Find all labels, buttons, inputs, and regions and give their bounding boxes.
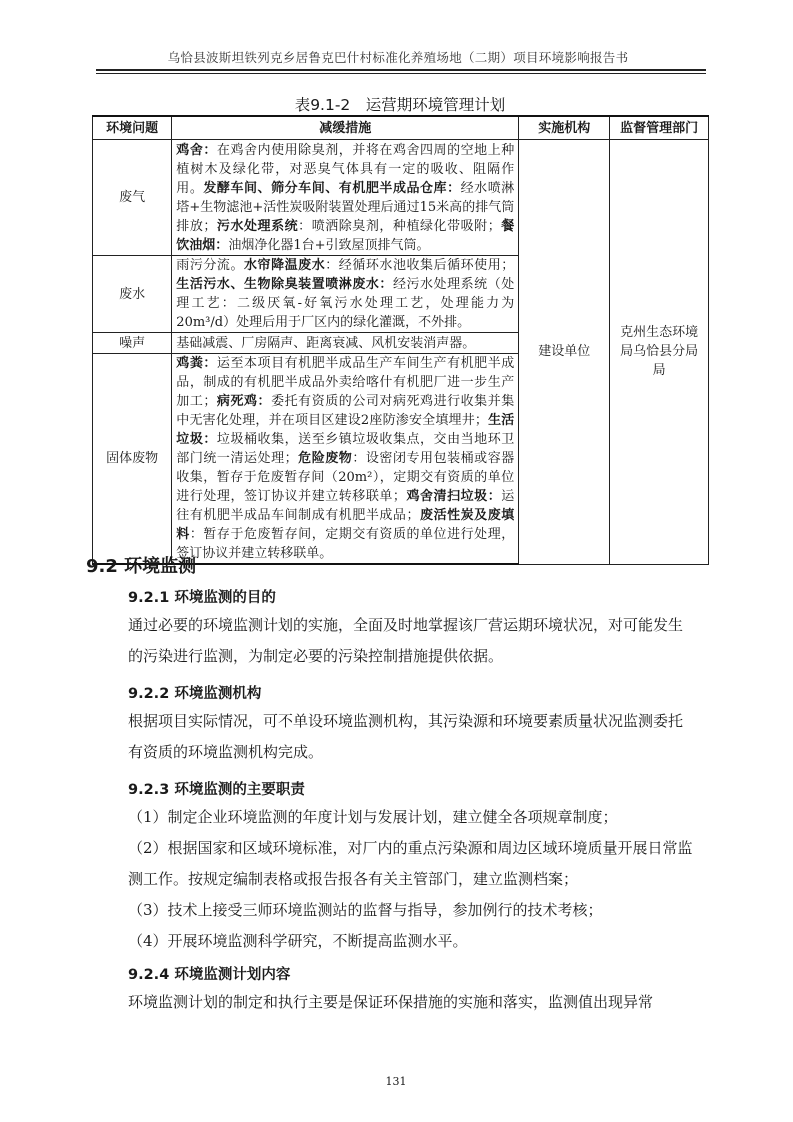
department-cell: 克州生态环境局乌恰县分局局	[610, 140, 709, 565]
header-rule	[96, 69, 706, 74]
paragraph	[96, 610, 696, 672]
environmental-management-plan-table	[92, 115, 709, 565]
measure-text: ：经循环水池收集后循环使用；	[325, 258, 515, 273]
measure-text: 运往有机肥半成品车间制成有机肥半成品；	[176, 489, 515, 523]
measure-text: ：设密闭专用包装桶或容器收集，暂存于危废暂存间（20m²），定期交有资质的单位进行处理，签订协议并建立转移联单；	[176, 451, 515, 504]
subsection-heading: 9.2.4 环境监测计划内容	[128, 967, 291, 983]
paragraph-text: 根据项目实际情况，可不单设环境监测机构，其污染源和环境要素质量状况监测委托有资质的环境监测机构完成。	[128, 712, 684, 761]
measure-label: 水帘降温废水	[244, 258, 326, 273]
measure-text: 基础减震、厂房隔声、距离衰减、风机安装消声器。	[176, 335, 476, 351]
agency-cell: 建设单位	[519, 140, 610, 565]
column-header: 监督管理部门	[610, 116, 709, 140]
measure-label: 污水处理系统	[216, 218, 299, 234]
subsection-heading: 9.2.3 环境监测的主要职责	[128, 782, 305, 798]
measure-label: 危险废物	[297, 451, 353, 466]
table-title: 表9.1-2 运营期环境管理计划	[294, 96, 506, 114]
measure-text: 经污水处理系统（处理工艺：二级厌氧-好氧污水处理工艺，处理能力为20m³/d）处理后用于厂区内的绿化灌溉，不外排。	[176, 277, 515, 330]
measure-label: 发酵车间、筛分车间、有机肥半成品仓库：	[203, 180, 461, 196]
measure-label: 鸡舍：	[176, 142, 217, 158]
paragraph-text: 环境监测计划的制定和执行主要是保证环保措施的实施和落实，监测值出现异常	[128, 993, 654, 1011]
section-heading: 9.2 环境监测	[86, 556, 197, 577]
measures-cell	[172, 256, 519, 333]
list-item: （3）技术上接受三师环境监测站的监督与指导，参加例行的技术考核；	[128, 901, 603, 919]
issue-cell: 废气	[93, 140, 172, 256]
list-item: （2）根据国家和区域环境标准，对厂内的重点污染源和周边区域环境质量开展日常监测工作。按规定编制表格或报告报各有关主管部门，建立监测档案；	[128, 839, 693, 888]
column-header: 实施机构	[519, 116, 610, 140]
measure-text: ：暂存于危废暂存间，定期交有资质的单位进行处理，签订协议并建立转移联单。	[176, 527, 515, 561]
list-item: （1）制定企业环境监测的年度计划与发展计划，建立健全各项规章制度；	[128, 808, 618, 826]
measure-label: 鸡粪：	[176, 356, 217, 371]
responsibility-list	[96, 802, 696, 957]
measure-text: 油烟净化器1台+引致屋顶排气筒。	[228, 237, 430, 253]
list-item: （4）开展环境监测科学研究，不断提高监测水平。	[128, 932, 468, 950]
measure-label: 鸡舍清扫垃圾：	[405, 489, 502, 504]
measure-text: ：喷洒除臭剂，种植绿化带吸附；	[298, 218, 501, 234]
column-header: 减缓措施	[172, 116, 519, 140]
table-header-row	[93, 116, 709, 140]
measure-label: 生活垃圾：	[176, 413, 515, 447]
table-row	[93, 140, 709, 256]
subsection-heading: 9.2.1 环境监测的目的	[128, 590, 276, 606]
measure-label: 生活污水、生物除臭装置喷淋废水：	[176, 277, 393, 292]
measure-label: 病死鸡：	[216, 394, 272, 409]
running-header: 乌恰县波斯坦铁列克乡居鲁克巴什村标准化养殖场地（二期）项目环境影响报告书	[167, 50, 629, 65]
measure-text: 委托有资质的公司对病死鸡进行收集并集中无害化处理，并在项目区建设2座防渗安全填埋井；	[176, 394, 515, 428]
issue-cell: 废水	[93, 256, 172, 333]
page-number: 131	[385, 1075, 407, 1088]
measures-cell	[172, 333, 519, 354]
measure-text: 经水喷淋塔+生物滤池+活性炭吸附装置处理后通过15米高的排气筒排放；	[176, 180, 515, 234]
measure-text: 雨污分流。	[176, 258, 244, 273]
measure-label: 废活性炭及废填料	[176, 508, 515, 542]
issue-cell: 固体废物	[93, 354, 172, 565]
measure-text: 运至本项目有机肥半成品生产车间生产有机肥半成品，制成的有机肥半成品外卖给喀什有机肥厂进一步生产加工；	[176, 356, 515, 409]
paragraph	[96, 706, 696, 768]
issue-cell: 噪声	[93, 333, 172, 354]
measures-cell	[172, 140, 519, 256]
subsection-heading: 9.2.2 环境监测机构	[128, 686, 262, 702]
paragraph	[128, 987, 718, 1018]
paragraph-text: 通过必要的环境监测计划的实施，全面及时地掌握该厂营运期环境状况，对可能发生的污染进行监测，为制定必要的污染控制措施提供依据。	[128, 616, 684, 665]
measure-label: 餐饮油烟：	[176, 218, 515, 253]
measure-text: 在鸡舍内使用除臭剂，并将在鸡舍四周的空地上种植树木及绿化带，对恶臭气体具有一定的吸收、阻隔作用。	[176, 142, 515, 196]
measures-cell	[172, 354, 519, 565]
column-header: 环境问题	[93, 116, 172, 140]
measure-text: 垃圾桶收集，送至乡镇垃圾收集点，交由当地环卫部门统一清运处理；	[176, 432, 515, 466]
